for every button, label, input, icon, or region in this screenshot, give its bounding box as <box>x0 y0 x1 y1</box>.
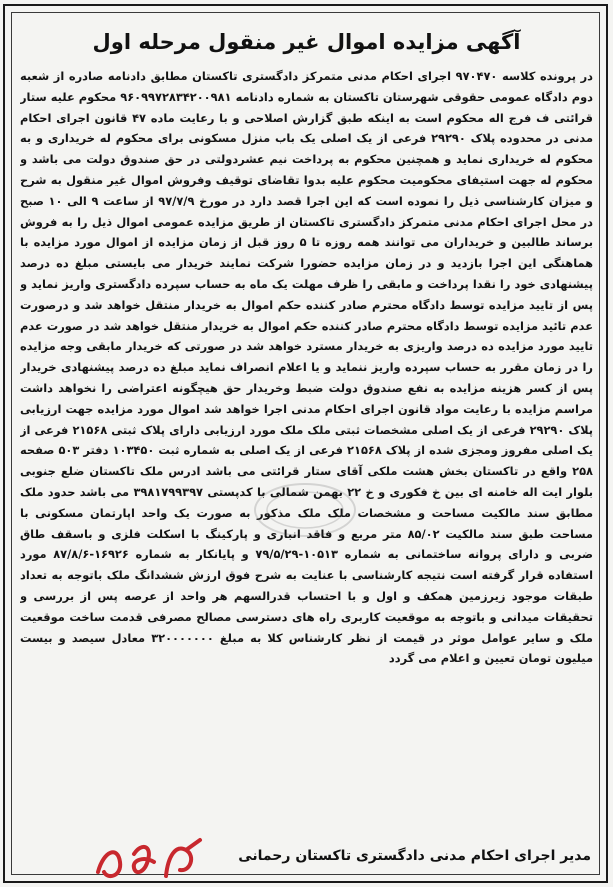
notice-title: آگهی مزایده اموال غیر منقول مرحله اول <box>92 30 521 54</box>
notice-body: در پرونده کلاسه ۹۷۰۴۷۰ اجرای احکام مدنی متمرکز دادگستری تاکستان مطابق دادنامه صادره از شعبه دوم دادگاه عمومی حقوقی شهرستان تاکستان به شماره دادنامه ۹۶۰۹۹۷۲۸۳۴۲۰۰۹۸۱ محکوم علیه ستار قرائتی ف فرج اله محکوم است به اینکه طبق گزارش اصلاحی و با رعایت ماده ۴۷ قانون اجرای احکام مدنی در محدوده پلاک ۲۹۲۹۰ فرعی از یک اصلی یک باب منزل مسکونی برای محکوم له خریداری و به محکوم له خریداری نماید و همچنین محکوم به پرداخت نیم عشردولتی در حق صندوق دولت می باشد و محکوم له جهت استیفای محکومیت محکوم علیه بدوا تقاضای توقیف وفروش اموال غیر منقول به شرح و میزان کارشناسی ذیل را نموده است که این اجرا قصد دارد در مورخ ۹۷/۷/۹ از ساعت ۹ الی ۱۰ صبح در محل اجرای احکام مدنی متمرکز دادگستری تاکستان از طریق مزایده عمومی اموال ذیل را به فروش برساند طالبین و خریداران می توانند همه روزه تا ۵ روز قبل از زمان مزایده از اموال مورد مزایده با هماهنگی این اجرا بازدید و در زمان مزایده حضورا شرکت نمایند خریدار می بایستی مبلغ ده درصد پیشنهادی خود را نقدا پرداخت و مابقی را ظرف مهلت یک ماه به حساب سپرده دادگستری واریز نماید و پس از تایید مزایده توسط دادگاه محترم صادر کننده حکم اموال به خریدار منتقل خواهد شد و درصورت عدم تائید مزایده توسط دادگاه محترم صادر کننده حکم اموال به خریدار منتقل خواهد شد در صورت عدم تایید مورد مزایده ده درصد واریزی به خریدار مسترد خواهد شد در صورتی که خریدار مابقی وجه مزایده را در زمان مقرر به حساب سپرده واریز ننماید و یا اعلام انصراف نماید مبلغ ده درصد پیشنهادی خریدار پس از کسر هزینه مزایده به نفع صندوق دولت ضبط وخریدار حق هیچگونه اعتراضی را نخواهد داشت مراسم مزایده با رعایت مواد قانون اجرای احکام مدنی اجرا خواهد شد اموال مورد مزایده جهت ارزیابی پلاک ۲۹۲۹۰ فرعی از یک اصلی مشخصات ثبتی ملک ملک مورد ارزیابی دارای پلاک ثبتی ۲۱۵۶۸ فرعی از یک اصلی مفروز ومجزی شده از پلاک ۲۱۵۶۸ فرعی از یک اصلی به شماره ثبت ۱۰۳۴۵۰ دفتر ۵۰۳ صفحه ۲۵۸ واقع در تاکستان بخش هشت ملکی آقای ستار قرائتی می باشد ادرس ملک تاکستان ضلع جنوبی بلوار ایت اله خامنه ای بین خ فکوری و خ ۲۲ بهمن شمالی با کدپستی ۳۹۸۱۷۹۹۳۹۷ می باشد حدود ملک مطابق سند مالکیت مساحت و مشخصات ملک ملک مذکور به صورت یک واحد اپارتمان مسکونی با مساحت طبق سند مالکیت ۸۵/۰۲ متر مربع و فاقد انباری و پارکینگ با اسکلت فلزی و باسقف طاق ضربی و دارای پروانه ساختمانی به شماره ۱۰۵۱۳-۷۹/۵/۲۹ و پایانکار به شماره ۱۶۹۲۶-۸۷/۸/۶ مورد استفاده قرار گرفته است نتیجه کارشناسی با عنایت به شرح فوق ارزش ششدانگ ملک باتوجه به تعداد طبقات موجود زیرزمین همکف و اول و با احتساب قدرالسهم هر واحد از عرصه پس از بررسی و تحقیقات میدانی و باتوجه به موقعیت کاربری راه های دسترسی مصالح مصرفی قدمت ساخت موقعیت ملک و سایر عوامل موثر در قیمت از نظر کارشناس کلا به مبلغ ۳۲۰۰۰۰۰۰۰ معادل سیصد و بیست میلیون تومان تعیین و اعلام می گردد <box>20 69 593 666</box>
faint-seal-watermark <box>250 480 360 540</box>
signature-line: مدیر اجرای احکام مدنی دادگستری تاکستان رحمانی <box>238 848 591 864</box>
handwritten-number-mark <box>90 832 210 887</box>
